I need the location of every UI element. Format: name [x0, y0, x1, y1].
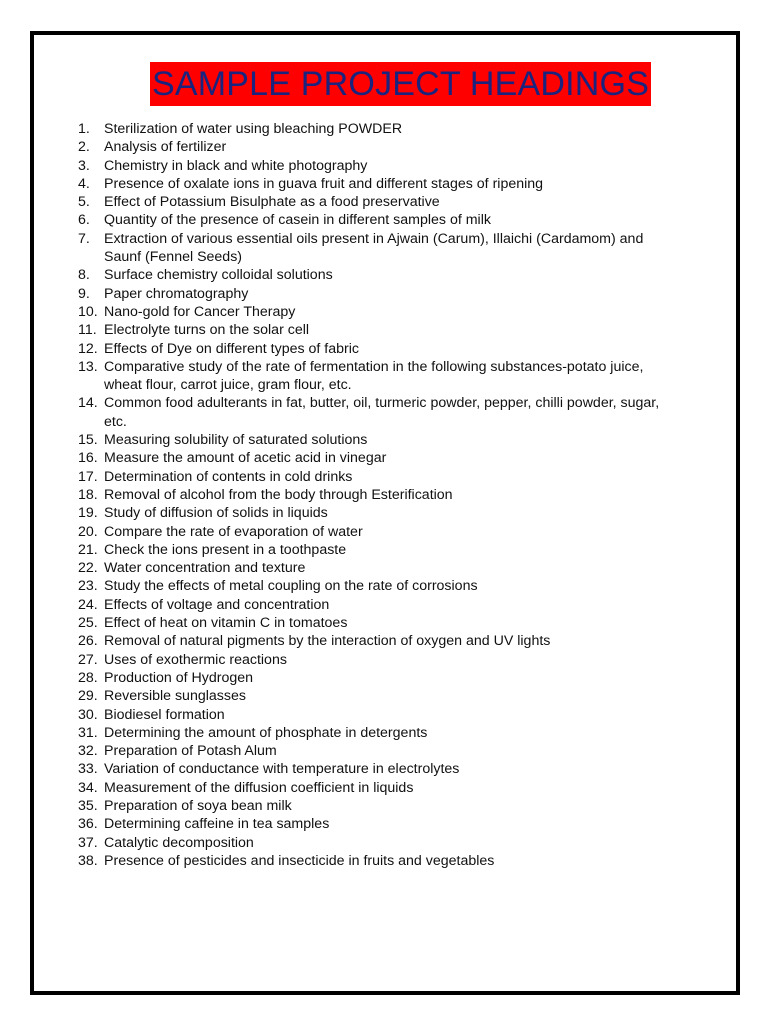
list-item: [78, 486, 668, 504]
list-item-text: Effects of voltage and concentration: [104, 596, 330, 613]
list-item-text: Quantity of the presence of casein in different samples of milk: [104, 212, 491, 229]
list-item-text: Presence of pesticides and insecticide in fruits and vegetables: [104, 852, 495, 869]
list-item-number: 4.: [78, 175, 90, 192]
list-item: [78, 614, 668, 632]
list-item-number: 16.: [78, 450, 98, 467]
list-item-text: Water concentration and texture: [104, 560, 306, 577]
list-item-text: Paper chromatography: [104, 285, 249, 302]
list-item-text: Effect of Potassium Bisulphate as a food preservative: [104, 194, 440, 211]
list-item: [78, 468, 668, 486]
list-item-number: 23.: [78, 578, 98, 595]
list-item-number: 27.: [78, 651, 98, 668]
list-item-number: 8.: [78, 267, 90, 284]
list-item: [78, 742, 668, 760]
list-item-number: 32.: [78, 743, 98, 760]
list-item-number: 28.: [78, 669, 98, 686]
list-item-number: 36.: [78, 816, 98, 833]
list-item-number: 33.: [78, 761, 98, 778]
list-item: [78, 504, 668, 522]
list-item-text: Measurement of the diffusion coefficient in liquids: [104, 779, 414, 796]
list-item-text: Catalytic decomposition: [104, 834, 254, 851]
list-item-number: 14.: [78, 395, 98, 412]
list-item-text: Common food adulterants in fat, butter, oil, turmeric powder, pepper, chilli powder, sugar, etc.: [104, 395, 660, 430]
list-item-number: 38.: [78, 852, 98, 869]
list-item: [78, 303, 668, 321]
list-item-number: 17.: [78, 468, 98, 485]
list-item-number: 26.: [78, 633, 98, 650]
list-item-number: 21.: [78, 541, 98, 558]
list-item-text: Preparation of soya bean milk: [104, 797, 292, 814]
list-item: [78, 724, 668, 742]
list-item: [78, 230, 668, 267]
list-item: [78, 559, 668, 577]
list-item-text: Presence of oxalate ions in guava fruit and different stages of ripening: [104, 175, 544, 192]
list-item: [78, 340, 668, 358]
list-item: [78, 193, 668, 211]
list-item: [78, 779, 668, 797]
list-item: [78, 815, 668, 833]
list-item: [78, 596, 668, 614]
list-item-number: 30.: [78, 706, 98, 723]
list-item: [78, 852, 668, 870]
list-item: [78, 541, 668, 559]
list-item: [78, 157, 668, 175]
list-item-text: Variation of conductance with temperature in electrolytes: [104, 761, 460, 778]
list-item-text: Preparation of Potash Alum: [104, 743, 277, 760]
list-item-text: Check the ions present in a toothpaste: [104, 541, 347, 558]
list-item: [78, 706, 668, 724]
list-item: [78, 760, 668, 778]
list-item-number: 11.: [78, 322, 97, 339]
list-item: [78, 266, 668, 284]
list-item: [78, 321, 668, 339]
list-item-text: Determining caffeine in tea samples: [104, 816, 330, 833]
list-item-text: Sterilization of water using bleaching POWDER: [104, 121, 403, 137]
list-item-number: 20.: [78, 523, 98, 540]
list-item-text: Determination of contents in cold drinks: [104, 468, 353, 485]
list-item: [78, 211, 668, 229]
list-item-text: Study of diffusion of solids in liquids: [104, 505, 328, 522]
list-item: [78, 449, 668, 467]
list-item: [78, 285, 668, 303]
list-item: [78, 175, 668, 193]
list-item-number: 31.: [78, 724, 98, 741]
list-item-number: 34.: [78, 779, 98, 796]
list-item-number: 12.: [78, 340, 98, 357]
list-item-text: Determining the amount of phosphate in detergents: [104, 724, 428, 741]
list-item-text: Effects of Dye on different types of fabric: [104, 340, 359, 357]
list-item: [78, 687, 668, 705]
list-item-number: 37.: [78, 834, 98, 851]
page-title: SAMPLE PROJECT HEADINGS: [150, 62, 651, 106]
list-item: [78, 669, 668, 687]
heading-container: [150, 62, 651, 106]
list-item-text: Production of Hydrogen: [104, 669, 254, 686]
project-list: [78, 120, 668, 870]
list-item-text: Effect of heat on vitamin C in tomatoes: [104, 615, 348, 632]
list-item: [78, 523, 668, 541]
list-item-text: Measure the amount of acetic acid in vinegar: [104, 450, 387, 467]
list-item: [78, 651, 668, 669]
list-item: [78, 358, 668, 395]
list-item: [78, 834, 668, 852]
list-item-text: Removal of alcohol from the body through Esterification: [104, 486, 453, 503]
list-item: [78, 431, 668, 449]
list-item-number: 1.: [78, 121, 90, 137]
list-item-text: Study the effects of metal coupling on the rate of corrosions: [104, 578, 478, 595]
list-item-number: 35.: [78, 797, 98, 814]
list-item-text: Nano-gold for Cancer Therapy: [104, 303, 296, 320]
list-item-text: Analysis of fertilizer: [104, 139, 227, 156]
list-item-number: 9.: [78, 285, 90, 302]
list-item: [78, 632, 668, 650]
list-item-text: Reversible sunglasses: [104, 688, 246, 705]
list-item-number: 3.: [78, 157, 90, 174]
list-item-text: Removal of natural pigments by the interaction of oxygen and UV lights: [104, 633, 551, 650]
list-item: [78, 394, 668, 431]
list-item-number: 19.: [78, 505, 98, 522]
list-item-number: 2.: [78, 139, 90, 156]
list-item-number: 13.: [78, 358, 98, 375]
list-item: [78, 120, 668, 138]
list-item-text: Chemistry in black and white photography: [104, 157, 368, 174]
list-item-number: 18.: [78, 486, 98, 503]
list-item: [78, 138, 668, 156]
list-item-number: 25.: [78, 615, 98, 632]
list-item-text: Biodiesel formation: [104, 706, 225, 723]
list-item-text: Measuring solubility of saturated solutions: [104, 432, 368, 449]
list-item-number: 15.: [78, 432, 98, 449]
list-item-number: 24.: [78, 596, 98, 613]
list-item-number: 6.: [78, 212, 90, 229]
list-item-text: Comparative study of the rate of fermentation in the following substances-potato juice, wheat flour, carrot juice, gram flour, etc.: [104, 358, 644, 394]
list-item-text: Electrolyte turns on the solar cell: [104, 322, 310, 339]
list-item-number: 5.: [78, 194, 90, 211]
list-item-number: 29.: [78, 688, 98, 705]
list-item-text: Surface chemistry colloidal solutions: [104, 267, 333, 284]
list-item-text: Compare the rate of evaporation of water: [104, 523, 363, 540]
list-item-number: 22.: [78, 560, 98, 577]
list-item: [78, 797, 668, 815]
list-item-text: Extraction of various essential oils present in Ajwain (Carum), Illaichi (Cardamom) and Saunf (Fennel Seeds): [104, 230, 644, 266]
list-item-number: 10.: [78, 303, 98, 320]
list-item-number: 7.: [78, 230, 90, 247]
list-item-text: Uses of exothermic reactions: [104, 651, 287, 668]
list-item: [78, 577, 668, 595]
